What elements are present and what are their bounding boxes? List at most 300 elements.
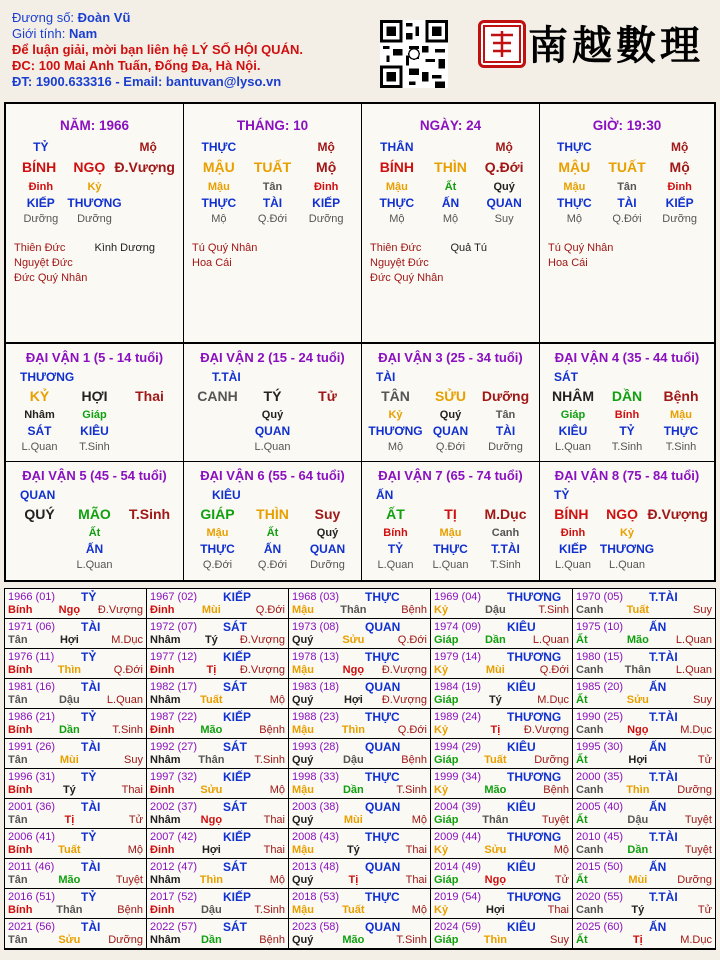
- year-stem: Ất: [576, 934, 588, 946]
- year-phase: Thai: [405, 874, 427, 886]
- year-branch: Ngọ: [627, 724, 649, 736]
- star: [95, 256, 176, 271]
- cell: [654, 525, 708, 541]
- year-god: ẤN: [649, 800, 667, 814]
- cell: Bính: [383, 527, 408, 539]
- dai-van-god: T.TÀI: [212, 370, 241, 384]
- cell: L.Quan: [608, 559, 646, 571]
- year-god: THỰC: [365, 830, 400, 844]
- year-branch: Tị: [206, 664, 217, 676]
- year-branch: Ngọ: [58, 604, 81, 616]
- year-label: 2009 (44): [434, 831, 482, 843]
- cell: [122, 439, 177, 455]
- year-cell: [431, 679, 573, 709]
- year-branch: Mùi: [201, 604, 221, 616]
- year-label: 2011 (46): [8, 861, 55, 873]
- dai-van-title: ĐẠI VẬN 6 (55 - 64 tuổi): [200, 468, 345, 483]
- cell: TÀI: [495, 424, 516, 438]
- year-branch: Sửu: [626, 694, 649, 706]
- year-branch: Thìn: [199, 874, 223, 886]
- star: Quả Tú: [450, 242, 487, 254]
- year-label: 2003 (38): [292, 801, 340, 813]
- dai-van-title: ĐẠI VẬN 1 (5 - 14 tuổi): [25, 350, 164, 365]
- dai-van-8: [540, 462, 714, 580]
- year-stem: Nhâm: [150, 874, 181, 886]
- year-god: KIÊU: [507, 620, 536, 634]
- year-stem: Nhâm: [150, 694, 181, 706]
- cell: Mộ: [316, 159, 337, 175]
- year-cell: [147, 679, 289, 709]
- year-cell: [147, 709, 289, 739]
- year-label: 2019 (54): [434, 891, 482, 903]
- year-god: THƯƠNG: [507, 830, 562, 844]
- year-cell: [289, 649, 431, 679]
- year-stem: Mậu: [292, 904, 314, 916]
- year-branch: Mão: [484, 784, 507, 796]
- year-phase: Tử: [128, 814, 143, 826]
- cell: THỰC: [557, 196, 592, 210]
- cell: [122, 423, 177, 439]
- year-cell: [431, 709, 573, 739]
- dai-van-title: ĐẠI VẬN 8 (75 - 84 tuổi): [554, 468, 700, 483]
- year-god: SÁT: [223, 680, 247, 694]
- year-cell: [147, 889, 289, 919]
- pillar-title: THÁNG: 10: [236, 118, 309, 133]
- dai-van-2: [184, 344, 362, 462]
- year-god: QUAN: [365, 740, 401, 754]
- year-label: 1967 (02): [150, 591, 198, 603]
- year-god: THỰC: [365, 710, 400, 724]
- year-phase: Tuyệt: [684, 844, 712, 856]
- year-stem: Nhâm: [150, 934, 181, 946]
- cell: KIẾP: [558, 542, 587, 556]
- year-branch: Tị: [64, 814, 75, 826]
- cell: Kỷ: [619, 527, 635, 539]
- cell: Đinh: [28, 181, 54, 193]
- year-label: 1985 (20): [576, 681, 624, 693]
- cell: Canh: [491, 527, 520, 539]
- year-god: KIẾP: [223, 590, 252, 604]
- cell: Đinh: [667, 181, 692, 193]
- cell: Mộ: [211, 213, 227, 225]
- year-label: 2000 (35): [576, 771, 624, 783]
- year-label: 1970 (05): [576, 591, 624, 603]
- cell: [300, 423, 355, 439]
- year-cell: [147, 919, 289, 949]
- year-phase: Q.Đới: [539, 664, 569, 676]
- year-cell: [5, 709, 147, 739]
- year-label: 1998 (33): [292, 771, 340, 783]
- year-branch: Tuất: [484, 754, 507, 766]
- cell: Quý: [493, 181, 515, 193]
- cell: [122, 557, 177, 573]
- cell: SÁT: [27, 424, 52, 438]
- year-label: 2023 (58): [292, 921, 340, 933]
- cell: [654, 541, 708, 557]
- year-cell: [573, 889, 715, 919]
- cell: T.Sinh: [128, 506, 171, 522]
- cell: QUÝ: [24, 506, 55, 522]
- cell: QUAN: [309, 542, 346, 556]
- cell: ẤN: [85, 542, 104, 556]
- year-label: 2015 (50): [576, 861, 624, 873]
- year-cell: [573, 649, 715, 679]
- year-god: SÁT: [223, 620, 247, 634]
- year-branch: Sửu: [342, 634, 365, 646]
- cell: THỰC: [201, 140, 237, 154]
- year-branch: Hợi: [343, 694, 363, 706]
- year-god: SÁT: [223, 740, 247, 754]
- year-label: 2008 (43): [292, 831, 340, 843]
- year-phase: Mộ: [269, 784, 285, 796]
- year-god: TỶ: [81, 830, 97, 844]
- year-label: 1989 (24): [434, 711, 482, 723]
- year-branch: Tý: [631, 904, 645, 916]
- year-branch: Tuất: [626, 604, 650, 616]
- dai-van-1: [6, 344, 184, 462]
- year-label: 2002 (37): [150, 801, 198, 813]
- star: Nguyệt Đức: [370, 257, 429, 269]
- year-phase: Tử: [554, 874, 569, 886]
- year-phase: Mộ: [269, 874, 285, 886]
- year-label: 2013 (48): [292, 861, 340, 873]
- year-branch: Ngọ: [342, 664, 365, 676]
- cell: NGỌ: [73, 159, 106, 175]
- year-cell: [573, 769, 715, 799]
- dai-van-god: THƯƠNG: [20, 370, 75, 384]
- year-stem: Bính: [8, 724, 33, 736]
- cell: THƯƠNG: [368, 424, 423, 438]
- year-phase: Suy: [550, 934, 569, 946]
- cell: Tân: [617, 181, 637, 193]
- year-stem: Giáp: [434, 694, 459, 706]
- year-cell: [289, 619, 431, 649]
- year-god: QUAN: [365, 860, 401, 874]
- dai-van-6: [184, 462, 362, 580]
- cell: TÂN: [381, 388, 410, 404]
- year-cell: [5, 649, 147, 679]
- year-label: 1966 (01): [8, 591, 56, 603]
- cell: Đ.Vượng: [114, 159, 175, 175]
- cell: Mộ: [442, 213, 459, 225]
- year-branch: Sửu: [484, 844, 507, 856]
- year-stem: Quý: [292, 814, 314, 826]
- year-god: SÁT: [223, 920, 247, 934]
- year-branch: Thân: [482, 814, 509, 826]
- year-phase: T.Sinh: [396, 934, 427, 946]
- year-cell: [431, 769, 573, 799]
- cell: BÍNH: [554, 506, 589, 522]
- year-god: ẤN: [649, 860, 667, 874]
- cell: DẦN: [611, 388, 643, 404]
- year-stem: Nhâm: [150, 754, 181, 766]
- cell: Ất: [444, 181, 457, 193]
- year-cell: [289, 769, 431, 799]
- cell: THỰC: [433, 542, 468, 556]
- year-label: 1980 (15): [576, 651, 624, 663]
- year-god: SÁT: [223, 860, 247, 874]
- year-cell: [573, 619, 715, 649]
- cell: THƯƠNG: [599, 542, 655, 556]
- cell: Suy: [494, 213, 514, 225]
- year-label: 1976 (11): [8, 651, 55, 663]
- year-phase: Suy: [693, 604, 712, 616]
- year-label: 2022 (57): [150, 921, 198, 933]
- year-phase: Mộ: [127, 844, 143, 856]
- year-stem: Đinh: [150, 844, 175, 856]
- cell: Đinh: [313, 181, 339, 193]
- year-stem: Bính: [8, 784, 33, 796]
- year-branch: Ngọ: [484, 874, 507, 886]
- contact-line: Để luận giải, mời bạn liên hệ LÝ SỐ HỘI QUÁN.: [12, 42, 303, 57]
- yearly-fortune-table: [4, 588, 716, 950]
- year-label: 1968 (03): [292, 591, 340, 603]
- cell: Giáp: [82, 409, 107, 421]
- cell: Tân: [262, 181, 283, 193]
- year-god: KIẾP: [223, 830, 252, 844]
- cell: TÀI: [617, 196, 637, 210]
- year-label: 2005 (40): [576, 801, 624, 813]
- year-stem: Mậu: [292, 784, 314, 796]
- year-cell: [5, 589, 147, 619]
- cell: Ất: [266, 527, 279, 539]
- cell: Nhâm: [24, 409, 55, 421]
- year-god: ẤN: [649, 680, 667, 694]
- cell: [300, 407, 355, 423]
- cell: Mậu: [206, 527, 229, 539]
- year-label: 1988 (23): [292, 711, 340, 723]
- year-god: KIẾP: [223, 710, 252, 724]
- year-branch: Thân: [198, 754, 225, 766]
- year-phase: Q.Đới: [255, 604, 285, 616]
- cell: Kỷ: [388, 409, 403, 421]
- year-phase: M.Dục: [537, 694, 569, 706]
- year-cell: [289, 679, 431, 709]
- year-label: 1995 (30): [576, 741, 624, 753]
- year-stem: Đinh: [150, 904, 175, 916]
- cell: Tử: [318, 388, 337, 404]
- cell: BÍNH: [379, 159, 414, 175]
- cell: KIÊU: [80, 424, 109, 438]
- year-god: T.TÀI: [649, 890, 678, 904]
- year-stem: Canh: [576, 604, 604, 616]
- cell: THÌN: [434, 159, 467, 175]
- year-phase: Q.Đới: [113, 664, 143, 676]
- year-phase: M.Dục: [111, 634, 143, 646]
- cell: THỰC: [557, 140, 592, 154]
- year-branch: Ngọ: [200, 814, 223, 826]
- year-cell: [147, 769, 289, 799]
- year-branch: Hợi: [485, 904, 505, 916]
- cell: TỶ: [387, 542, 404, 556]
- year-cell: [573, 739, 715, 769]
- year-god: KIẾP: [223, 890, 252, 904]
- year-branch: Tý: [488, 694, 502, 706]
- year-stem: Kỷ: [434, 664, 449, 676]
- year-god: THỰC: [365, 590, 400, 604]
- cell: [122, 195, 175, 211]
- cell: [68, 139, 122, 155]
- year-god: THỰC: [365, 650, 400, 664]
- year-phase: Bệnh: [259, 934, 285, 946]
- cell: Quý: [261, 409, 284, 421]
- year-cell: [5, 889, 147, 919]
- year-label: 2024 (59): [434, 921, 482, 933]
- year-stem: Đinh: [150, 724, 175, 736]
- year-label: 1979 (14): [434, 651, 482, 663]
- dai-van-7: [362, 462, 540, 580]
- brand-title: 南越數理: [528, 22, 704, 69]
- year-stem: Tân: [8, 814, 28, 826]
- cell: Giáp: [560, 409, 586, 421]
- star: [95, 271, 176, 286]
- cell: Quý: [439, 409, 462, 421]
- year-label: 1977 (12): [150, 651, 198, 663]
- year-cell: [5, 619, 147, 649]
- year-god: T.TÀI: [649, 770, 678, 784]
- year-branch: Dần: [342, 784, 364, 796]
- cell: KIÊU: [558, 424, 588, 438]
- cell: Quý: [316, 527, 339, 539]
- year-god: KIÊU: [507, 800, 536, 814]
- year-branch: Dần: [627, 844, 649, 856]
- year-label: 1981 (16): [8, 681, 56, 693]
- star: [273, 256, 354, 271]
- year-stem: Mậu: [292, 664, 314, 676]
- address-line: ĐC: 100 Mai Anh Tuấn, Đống Đa, Hà Nội.: [12, 58, 261, 73]
- cell: Mộ: [671, 140, 689, 154]
- year-cell: [147, 619, 289, 649]
- year-stem: Ất: [576, 814, 588, 826]
- cell: L.Quan: [432, 559, 469, 571]
- year-cell: [289, 859, 431, 889]
- star: Tú Quý Nhân: [548, 242, 614, 254]
- cell: MẬU: [558, 159, 591, 175]
- cell: QUAN: [432, 424, 469, 438]
- star: [451, 256, 532, 271]
- cell: THỰC: [663, 424, 699, 438]
- year-phase: Dưỡng: [677, 874, 712, 886]
- year-phase: Bệnh: [117, 904, 143, 916]
- year-label: 1994 (29): [434, 741, 482, 753]
- pillar-title: NĂM: 1966: [59, 118, 130, 133]
- year-stem: Mậu: [292, 724, 314, 736]
- year-label: 1990 (25): [576, 711, 624, 723]
- cell: THƯƠNG: [67, 196, 122, 210]
- cell: Dưỡng: [662, 213, 698, 225]
- year-phase: Dưỡng: [108, 934, 143, 946]
- cell: Mậu: [563, 181, 586, 193]
- cell: ẤN: [263, 542, 282, 556]
- cell: [121, 179, 175, 195]
- year-stem: Kỷ: [434, 844, 449, 856]
- year-stem: Nhâm: [150, 814, 181, 826]
- year-stem: Tân: [8, 934, 28, 946]
- year-phase: Thai: [121, 784, 143, 796]
- year-phase: Đ.Vượng: [97, 604, 143, 616]
- year-cell: [573, 709, 715, 739]
- pillar-1: [184, 104, 362, 342]
- dai-van-god: TỶ: [554, 488, 570, 502]
- year-label: 2016 (51): [8, 891, 56, 903]
- pillar-title: NGÀY: 24: [419, 118, 482, 133]
- year-branch: Dậu: [627, 814, 649, 826]
- year-phase: Q.Đới: [397, 634, 427, 646]
- year-label: 1969 (04): [434, 591, 482, 603]
- year-stem: Canh: [576, 904, 604, 916]
- cell: Q.Đới: [202, 559, 233, 571]
- year-label: 2010 (45): [576, 831, 624, 843]
- year-cell: [573, 829, 715, 859]
- dai-van-god: KIÊU: [212, 488, 241, 502]
- year-label: 1983 (18): [292, 681, 340, 693]
- year-stem: Ất: [576, 634, 588, 646]
- year-cell: [289, 709, 431, 739]
- cell: Mậu: [385, 181, 408, 193]
- cell: [12, 525, 67, 541]
- cell: SỬU: [434, 388, 467, 404]
- pillar-2: [362, 104, 540, 342]
- year-cell: [573, 919, 715, 949]
- cell: QUAN: [254, 424, 291, 438]
- cell: Q.Đới: [612, 213, 642, 225]
- year-cell: [573, 679, 715, 709]
- year-cell: [147, 799, 289, 829]
- year-phase: Bệnh: [401, 754, 427, 766]
- year-phase: Dưỡng: [677, 784, 712, 796]
- year-phase: Đ.Vượng: [523, 724, 569, 736]
- year-branch: Thân: [340, 604, 367, 616]
- year-god: QUAN: [365, 680, 401, 694]
- cell: L.Quan: [554, 441, 592, 453]
- year-cell: [5, 859, 147, 889]
- cell: TÝ: [263, 388, 282, 404]
- year-label: 1996 (31): [8, 771, 56, 783]
- year-cell: [147, 589, 289, 619]
- cell: THỰC: [200, 542, 235, 556]
- year-branch: Thìn: [483, 934, 507, 946]
- year-stem: Canh: [576, 844, 604, 856]
- year-god: KIÊU: [507, 680, 536, 694]
- star: Nguyệt Đức: [14, 257, 73, 269]
- year-god: TỶ: [81, 650, 97, 664]
- cell: Đinh: [560, 527, 586, 539]
- cell: L.Quan: [21, 441, 58, 453]
- year-god: TỶ: [81, 710, 97, 724]
- year-phase: Tuyệt: [115, 874, 143, 886]
- year-phase: Dưỡng: [534, 754, 569, 766]
- year-label: 2006 (41): [8, 831, 56, 843]
- cell: Tân: [495, 409, 516, 421]
- year-branch: Mùi: [59, 754, 79, 766]
- year-god: ẤN: [649, 620, 667, 634]
- year-branch: Mùi: [628, 874, 648, 886]
- year-god: TÀI: [81, 680, 101, 694]
- cell: [190, 407, 245, 423]
- star: [627, 241, 706, 256]
- cell: Mộ: [139, 140, 157, 154]
- cell: [12, 541, 67, 557]
- year-label: 1974 (09): [434, 621, 482, 633]
- year-label: 1972 (07): [150, 621, 198, 633]
- year-god: TỶ: [81, 770, 97, 784]
- cell: BÍNH: [21, 159, 57, 175]
- year-god: THƯƠNG: [507, 890, 562, 904]
- year-phase: Thai: [263, 814, 285, 826]
- year-stem: Bính: [8, 904, 33, 916]
- year-phase: M.Dục: [680, 724, 712, 736]
- cell: Mộ: [389, 213, 405, 225]
